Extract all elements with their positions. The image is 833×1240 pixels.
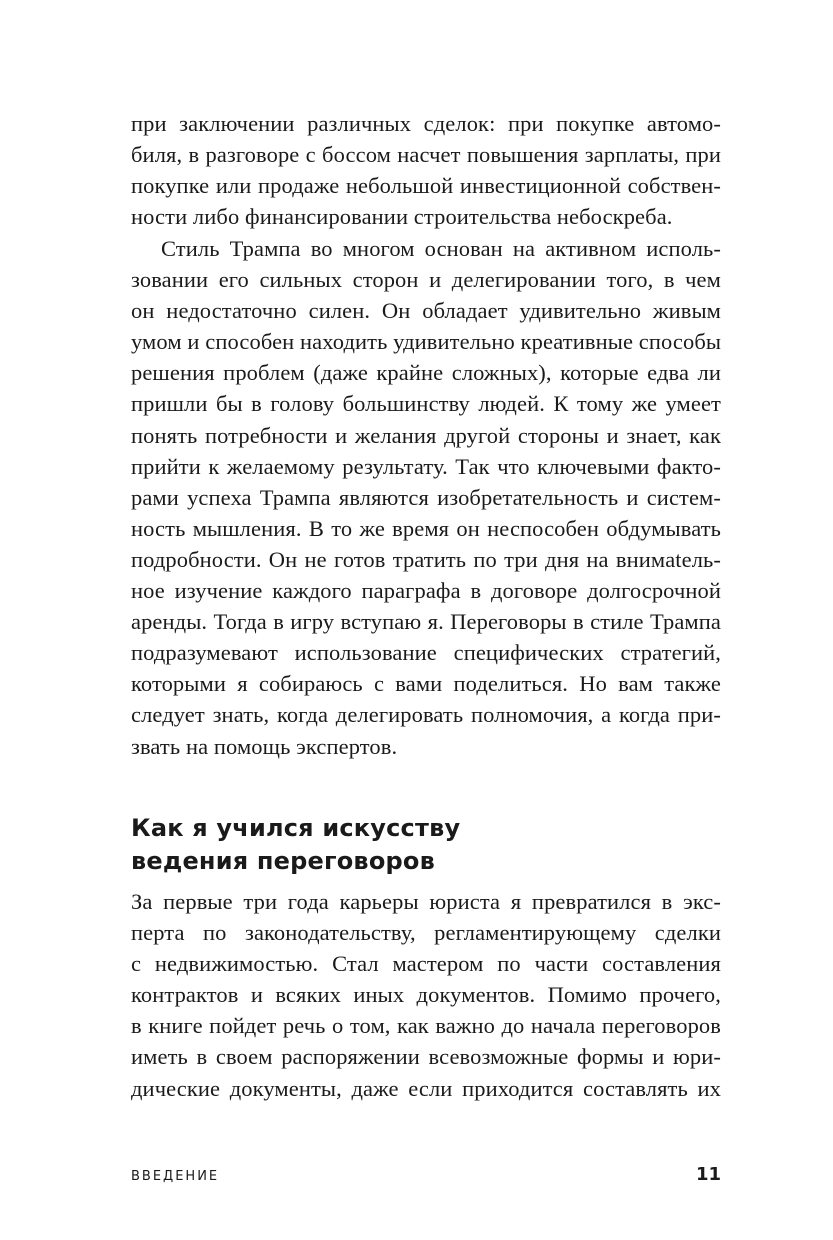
paragraph-3 [131,886,721,1104]
page-number: 11 [695,1164,721,1185]
paragraph-2-line: умом и способен находить удивительно креативные способы [131,329,722,355]
paragraph-3-line: дические документы, даже если приходится составлять их [131,1075,721,1101]
paragraph-2-line: ное изучение каждого параграфа в договоре долгосрочной [131,578,721,604]
section-heading-line-2: ведения переговоров [131,847,435,875]
paragraph-2-line: рами успеха Трампа являются изобретательность и систем- [131,484,721,510]
paragraph-2-line: понять потребности и желания другой стороны и знает, как [131,422,721,448]
paragraph-2-line: аренды. Тогда в игру вступаю я. Переговоры в стиле Трампа [131,609,721,635]
paragraph-1-line: биля, в разговоре с боссом насчет повышения зарплаты, при [131,142,721,168]
paragraph-2-line: звать на помощь экспертов. [131,733,398,759]
running-footer-section: ВВЕДЕНИЕ [131,1169,220,1184]
paragraph-3-line: в книге пойдет речь о том, как важно до начала переговоров [131,1013,721,1039]
paragraph-1-line: покупке или продаже небольшой инвестиционной собствен- [131,173,721,199]
paragraph-1-line: ности либо финансировании строительства небоскреба. [131,204,673,230]
paragraph-3-line: иметь в своем распоряжении всевозможные формы и юри- [131,1044,721,1070]
paragraph-1-line: при заключении различных сделок: при покупке автомо- [131,111,721,136]
paragraph-2-line: ность мышления. В то же время он неспособен обдумывать [131,515,721,541]
paragraph-3-line: контрактов и всяких иных документов. Помимо прочего, [131,982,721,1008]
paragraph-2 [131,233,721,762]
paragraph-2-line: которыми я собираюсь с вами поделиться. Но вам также [131,671,721,697]
paragraph-2-line: пришли бы в голову большинству людей. К тому же умеет [131,391,721,417]
paragraph-2-line: Стиль Трампа во многом основан на активном исполь- [161,236,721,261]
paragraph-2-line: зовании его сильных сторон и делегировании того, в чем [131,267,721,293]
paragraph-2-line: решения проблем (даже крайне сложных), которые едва ли [131,360,721,386]
section-heading-line-1: Как я учился искусству [131,814,461,842]
paragraph-1 [131,108,721,232]
section-heading [131,812,721,878]
paragraph-2-line: подробности. Он не готов тратить по три дня на внимatель- [131,546,721,572]
paragraph-2-line: подразумевают использование специфических стратегий, [131,640,721,666]
paragraph-3-line: с недвижимостью. Стал мастером по части составления [131,951,721,977]
paragraph-3-line: За первые три года карьеры юриста я превратился в экс- [131,889,721,914]
paragraph-2-line: следует знать, когда делегировать полномочия, а когда при- [131,702,721,728]
paragraph-2-line: он недостаточно силен. Он обладает удивительно живым [131,298,721,324]
paragraph-3-line: перта по законодательству, регламентирующему сделки [131,920,721,946]
paragraph-2-line: прийти к желаемому результату. Так что ключевыми факто- [131,453,721,479]
